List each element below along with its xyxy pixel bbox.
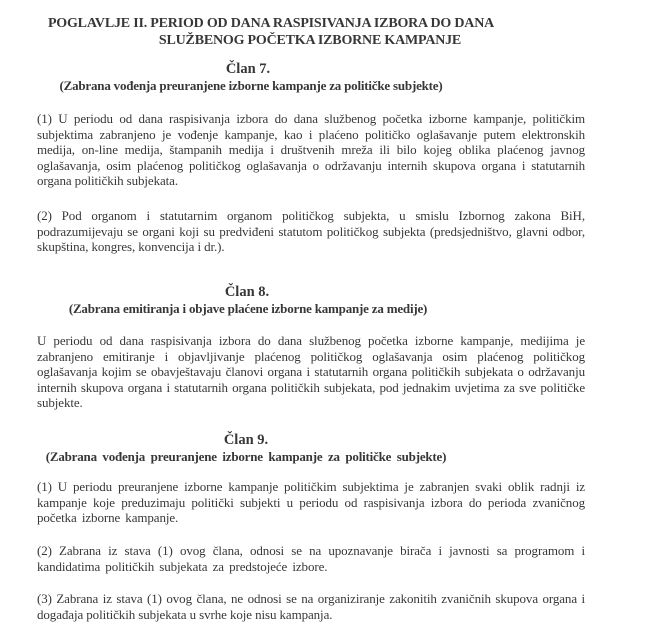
article-9-paragraph-2: (2) Zabrana iz stava (1) ovog člana, odnosi se na upoznavanje birača i javnosti sa programom i kandidatima političkih subjekata za predstojeće izbore. (37, 543, 585, 574)
article-7-paragraph-2: (2) Pod organom i statutarnim organom političkog subjekta, u smislu Izbornog zakona BiH, podrazumijevaju se organi koji su predviđeni statutom političkog subjekta (predsjedništvo, glavni odbor, skupština, kongres, konvencija i dr.). (37, 208, 585, 254)
article-7-subtitle: (Zabrana vođenja preuranjene izborne kampanje za političke subjekte) (59, 78, 443, 93)
article-7-paragraph-1: (1) U periodu od dana raspisivanja izbora do dana službenog početka izborne kampanje, političkim subjektima zabranjeno je vođenje kampanje, kao i plaćeno političko oglašavanje putem elektronskih medija, on-line medija, štampanih medija i društvenih mreža ili bilo kojeg oblika plaćenog javnog oglašavanja, osim plaćenog političkog oglašavanja o održavanju internih skupova organa i statutarnih organa političkih subjekata. (37, 111, 585, 188)
article-8-paragraph-1: U periodu od dana raspisivanja izbora do dana službenog početka izborne kampanje, medijima je zabranjeno emitiranje i objavljivanje plaćenog političkog oglašavanja osim plaćenog političkog oglašavanja kojim se obavještavaju članovi organa i statutarnih organa političkih subjekata o održavanju internih skupova organa i statutarnih organa političkih subjekata, pod jednakim uvjetima za sve političke subjekte. (37, 333, 585, 410)
article-7-number: Član 7. (225, 61, 271, 77)
chapter-title-line1: POGLAVLJE II. PERIOD OD DANA RASPISIVANJA IZBORA DO DANA (47, 16, 495, 31)
article-9-number: Član 9. (223, 432, 269, 448)
article-9-paragraph-3: (3) Zabrana iz stava (1) ovog člana, ne odnosi se na organiziranje zakonitih zvaničnih skupova organa i događaja političkih subjekata u svrhe koje nisu kampanja. (37, 591, 585, 622)
article-8-subtitle: (Zabrana emitiranja i objave plaćene izborne kampanje za medije) (68, 301, 428, 316)
article-9-subtitle: (Zabrana vođenja preuranjene izborne kampanje za političke subjekte) (45, 449, 447, 464)
article-9-paragraph-1: (1) U periodu preuranjene izborne kampanje političkim subjektima je zabranjen svaki oblik radnji iz kampanje koje preduzimaju politički subjekti u periodu od raspisivanja izbora do perioda zvaničnog početka izborne kampanje. (37, 479, 585, 525)
chapter-title-line2: SLUŽBENOG POČETKA IZBORNE KAMPANJE (158, 33, 462, 48)
article-8-number: Član 8. (224, 284, 270, 300)
